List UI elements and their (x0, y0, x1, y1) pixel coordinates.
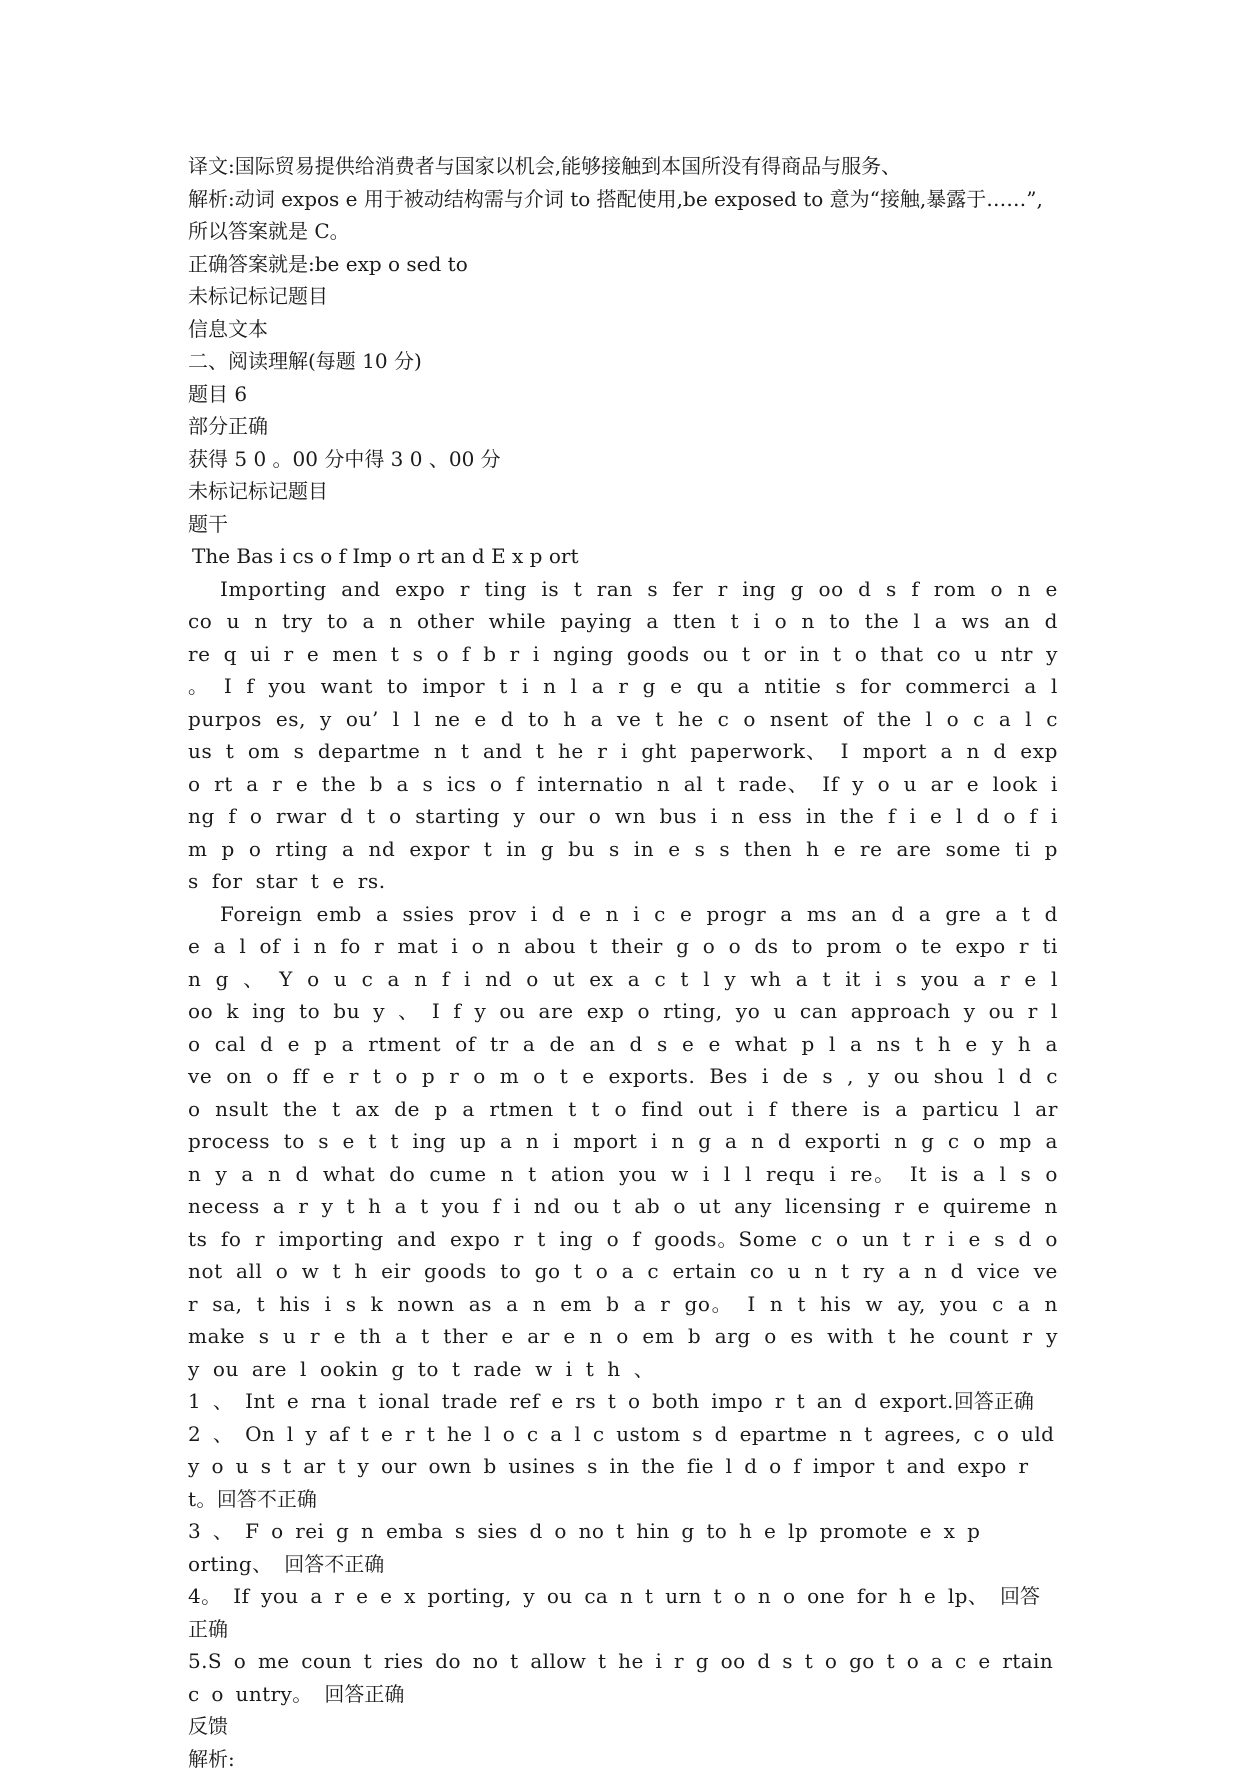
statement-text: If you a r e e x porting, y ou ca n t urn t o n o one for h e lp、 (233, 1584, 988, 1608)
statement-text: Int e rna t ional trade ref e rs t o both impo r t an d export. (245, 1389, 954, 1413)
statement-number: 1 、 (188, 1389, 233, 1413)
statement-item (188, 1645, 1058, 1710)
question-score: 获得 5 0 。00 分中得 3 0 、00 分 (188, 443, 1058, 476)
flag-question-link[interactable]: 未标记标记题目 (188, 280, 1058, 313)
statement-result: 回答正确 (188, 1584, 1040, 1641)
statement-number: 5. (188, 1649, 208, 1673)
statement-item (188, 1418, 1058, 1516)
translation-text: 译文:国际贸易提供给消费者与国家以机会,能够接触到本国所没有得商品与服务、 (188, 150, 1058, 183)
document-page (188, 150, 1058, 1775)
statement-number: 3 、 (188, 1519, 233, 1543)
flag-question-link[interactable]: 未标记标记题目 (188, 475, 1058, 508)
statement-text: On l y af t e r t he l o c a l c ustom s d epartme n t agrees, c o uld y o u s t ar t y our own b usines s in the fie l d o f impor t and expo r t。 (188, 1422, 1054, 1511)
feedback-analysis: 解析: (188, 1743, 1058, 1775)
statement-item (188, 1580, 1058, 1645)
statement-number: 2 、 (188, 1422, 233, 1446)
feedback-label: 反馈 (188, 1710, 1058, 1743)
passage-paragraph: Foreign emb a ssies prov i d e n i c e progr a ms an d a gre a t d e a l of i n fo r mat i o n abou t their g o o ds to prom o te expo r ti n g 、 Y o u c a n f i nd o ut ex a c t l y wh a t it i s you a r e l oo k ing to bu y 、 I f y ou are exp o rting, yo u can approach y ou r l o cal d e p a rtment of tr a de an d s e e what p l a ns t h e y h a ve on o ff e r t o p r o m o t e exports. Bes i de s , y ou shou l d c o nsult the t ax de p a rtmen t t o find out i f there is a particu l ar process to s e t t ing up a n i mport i n g a n d exporti n g c o mp a n y a n d what do cume n t ation you w i l l requ i re。 It is a l s o necess a r y t h a t you f i nd ou t ab o ut any licensing r e quireme n ts fo r importing and expo r t ing o f goods。Some c o un t r i e s d o not all o w t h eir goods to go t o a c ertain co u n t ry a n d vice ve r sa, t his i s k nown as a n em b a r go。 I n t his w ay, you c a n make s u r e th a t ther e ar e n o em b arg o es with t he count r y y ou are l ookin g to t rade w i t h 、 (188, 898, 1058, 1386)
statement-result: 回答不正确 (217, 1487, 317, 1511)
statement-number: 4。 (188, 1584, 222, 1608)
question-number: 题目 6 (188, 378, 1058, 411)
passage-title: The Bas i cs o f Imp o rt an d E x p ort (188, 540, 1058, 573)
question-stem-label: 题干 (188, 508, 1058, 541)
section-heading: 二、阅读理解(每题 10 分) (188, 345, 1058, 378)
statement-text: F o rei g n emba s sies d o no t hin g to h e lp promote e x p orting、 (188, 1519, 980, 1576)
question-status: 部分正确 (188, 410, 1058, 443)
statement-text: S o me coun t ries do no t allow t he i r g oo d s t o go t o a c e rtain c o untry。 (188, 1649, 1053, 1706)
statement-item (188, 1515, 1058, 1580)
statement-result: 回答正确 (324, 1682, 404, 1706)
info-text-label: 信息文本 (188, 313, 1058, 346)
statement-result: 回答不正确 (284, 1552, 384, 1576)
passage-paragraph: Importing and expo r ting is t ran s fer r ing g oo d s f rom o n e co u n try to a n other while paying a tten t i o n to the l a ws an d re q ui r e men t s o f b r i nging goods ou t or in t o that co u ntr y 。 I f you want to impor t i n l a r g e qu a ntitie s for commerci a l purpos es, y ou’ l l ne e d to h a ve t he c o nsent of the l o c a l c us t om s departme n t and t he r i ght paperwork、 I mport a n d exp o rt a r e the b a s ics o f internatio n al t rade、 If y o u ar e look i ng f o rwar d t o starting y our o wn bus i n ess in the f i e l d o f i m p o rting a nd expor t in g bu s in e s s then h e re are some ti p s for star t e rs. (188, 573, 1058, 898)
analysis-text: 解析:动词 expos e 用于被动结构需与介词 to 搭配使用,be exposed to 意为“接触,暴露于……”,所以答案就是 C。 (188, 183, 1058, 248)
correct-answer-text: 正确答案就是:be exp o sed to (188, 248, 1058, 281)
statement-item (188, 1385, 1058, 1418)
statement-result: 回答正确 (954, 1389, 1034, 1413)
